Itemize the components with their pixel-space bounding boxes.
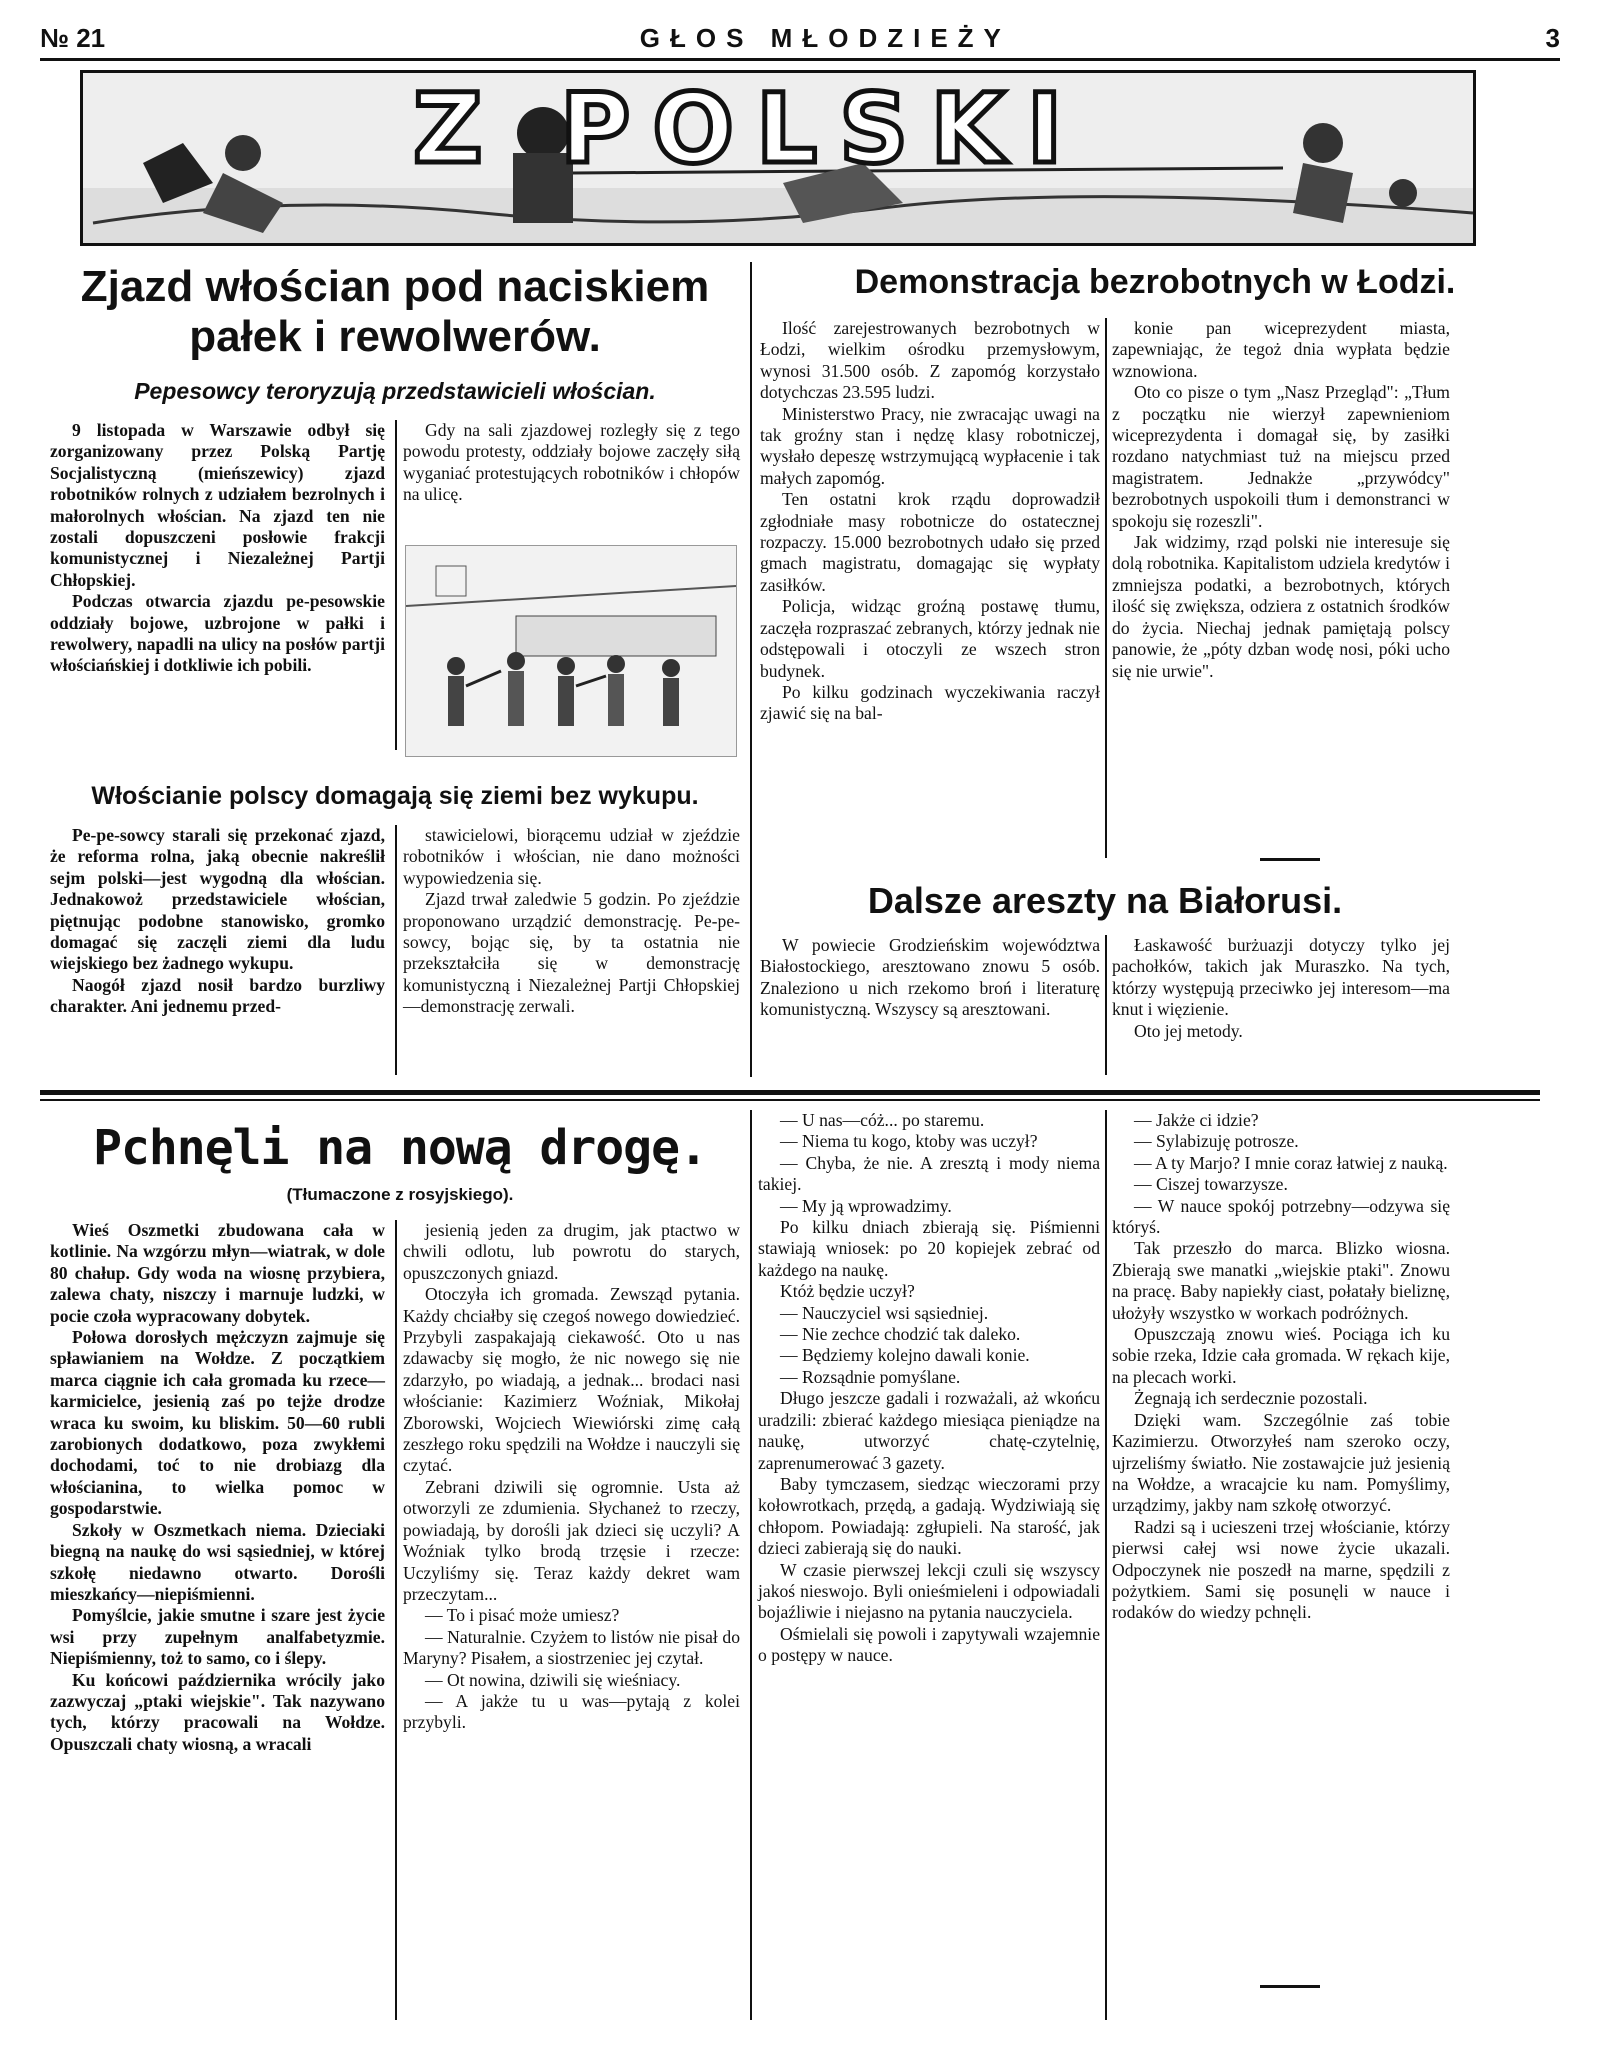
paragraph: Połowa dorosłych mężczyzn zajmuje się spławianiem na Wołdze. Z początkiem marca ciągnie ich cała gromada ku rzece—karmicielce, jesienią zaś po tejże drodze wraca ku swoim, ku bliskim. 50—60 rubli zarobionych dodatkowo, poza zwykłemi dochodami, toć to nie drobiazg dla włościanina, to wielka pomoc w gospodarstwie. — [50, 1327, 385, 1519]
paragraph: Któż będzie uczył? — [780, 1281, 915, 1302]
column-divider — [395, 420, 397, 750]
newspaper-title: GŁOS MŁODZIEŻY — [639, 23, 1011, 53]
paragraph: Szkoły w Oszmetkach niema. Dzieciaki biegną na naukę do wsi sąsiedniej, w której szkołę niedawno otwarto. Dorośli mieszkańcy—niepiśmienni. — [50, 1519, 385, 1604]
section-banner-illustration — [80, 70, 1476, 246]
paragraph: — Naturalnie. Czyżem to listów nie pisał do Maryny? Pisałem, a siostrzeniec jej czytał. — [403, 1626, 740, 1669]
paragraph: Długo jeszcze gadali i rozważali, aż wkońcu uradzili: zbierać każdego miesiąca pieniądze na naukę, utworzyć chatę-czytelnię, zaprenumerować 3 gazety. — [758, 1388, 1100, 1473]
demonstration-illustration — [405, 545, 737, 757]
article2-column-right — [1112, 318, 1450, 682]
page-header — [40, 18, 1560, 61]
paragraph: — Nauczyciel wsi sąsiedniej. — [780, 1302, 989, 1323]
article1-column2-left — [50, 825, 385, 1018]
paragraph: Zjazd trwał zaledwie 5 godzin. Po zjeździe proponowano urządzić demonstrację. Pe-pe-sowcy, bojąc się, by ta ostatnia nie przekształciła się w demonstrację komunistyczną i Niezależnej Partji Chłopskiej—demonstrację zerwali. — [403, 889, 740, 1017]
section-divider — [750, 262, 752, 1077]
paragraph: Otoczyła ich gromada. Zewsząd pytania. Każdy chciałby się czegoś nowego dowiedzieć. Przybyli zaspakajają ciekawość. Oto u nas zdawacby się mogło, że nic nowego się nie zdarzyło, po wiadają, a jednak... brodaci nasi włościanie: Kazimierz Woźniak, Mikołaj Zborowski, Wojciech Wiewiórski zimę całą zeszłego roku spędzili na Wołdze i nauczyli się czytać. — [403, 1284, 740, 1476]
paragraph: Po kilku godzinach wyczekiwania raczył zjawić się na bal- — [760, 681, 1100, 724]
page-number-right: 3 — [1545, 23, 1560, 53]
paragraph: Tak przeszło do marca. Blizko wiosna. Zbierają swe manatki „wiejskie ptaki". Znowu na pracę. Baby napiekły ciast, połatały bieliznę, ułożyły wszystko w workach podróżnych. — [1112, 1238, 1450, 1323]
paragraph: Łaskawość burżuazji dotyczy tylko jej pachołków, takich jak Muraszko. Na tych, którzy występują przeciwko jej interesom—ma knut i więzienie. — [1112, 935, 1450, 1020]
paragraph: Policja, widząc groźną postawę tłumu, zaczęła rozpraszać zebranych, którzy jednak nie odstępowali i otoczyli ze wszech stron budynek. — [760, 596, 1100, 681]
paragraph: Ku końcowi października wrócily jako zazwyczaj „ptaki wiejskie". Tak nazywano tych, którzy pracowali na Wołdze. Opuszczali chaty wiosną, a wracali — [50, 1669, 385, 1754]
column-divider — [395, 825, 397, 1075]
paragraph: — Nie zechce chodzić tak daleko. — [780, 1324, 1021, 1345]
paragraph: Oto jej metody. — [1134, 1020, 1243, 1041]
paragraph: — Ciszej towarzysze. — [1134, 1174, 1288, 1195]
section-separator — [40, 1090, 1540, 1095]
paragraph: Radzi są i ucieszeni trzej włościanie, którzy pierwsi całej wsi nowe życie ukazali. Odpoczynek nie poszedł na marne, spędzili z pożytkiem. Sami się posunęli w nauce i rodaków do wiedzy pchnęli. — [1112, 1516, 1450, 1623]
paragraph: jesienią jeden za drugim, jak ptactwo w chwili odlotu, lub powrotu do starych, opuszczonych gniazd. — [403, 1220, 740, 1283]
page-number-left: № 21 — [40, 23, 106, 53]
paragraph: Jak widzimy, rząd polski nie interesuje się dolą robotnika. Kapitalistom udziela kredytów i zmniejsza podatki, a bezrobotnych, których ilość się zwiększa, odziera z ostatnich środków do życia. Niechaj jednak pamiętają polscy panowie, że „póty dzban wodę nosi, póki ucho się nie urwie". — [1112, 532, 1450, 681]
article3-column-left — [760, 935, 1100, 1021]
article1-subtitle: Pepesowcy teroryzują przedstawicieli włościan. — [134, 378, 656, 404]
paragraph: Ilość zarejestrowanych bezrobotnych w Łodzi, wielkim ośrodku przemysłowym, wynosi 31.500 osób. Z zapomóg korzystało dotychczas 23.595 ludzi. — [760, 318, 1100, 403]
crowd-drawing — [406, 546, 736, 756]
section-separator-thin — [40, 1099, 1540, 1101]
article1-column-right — [403, 420, 740, 506]
paragraph: Podczas otwarcia zjazdu pe-pesowskie oddziały bojowe, uzbrojone w pałki i rewolwery, napadli na ulicy na posłów partji włościańskiej i dotkliwie ich pobili. — [50, 591, 385, 676]
paragraph: — A ty Marjo? I mnie coraz łatwiej z nauką. — [1134, 1152, 1448, 1173]
article4-column2 — [403, 1220, 740, 1734]
article4-subtitle: (Tłumaczone z rosyjskiego). — [286, 1185, 514, 1204]
paragraph: Wieś Oszmetki zbudowana cała w kotlinie. Na wzgórzu młyn—wiatrak, w dole 80 chałup. Gdy woda na wiosnę przybiera, zalewa chaty, niszczy i marnuje ludzki, w pocie czoła wypracowany dobytek. — [50, 1220, 385, 1326]
paragraph: — U nas—cóż... po staremu. — [780, 1110, 985, 1130]
column-divider — [1105, 318, 1107, 858]
column-divider — [1105, 1110, 1107, 2020]
paragraph: Po kilku dniach zbierają się. Piśmienni stawiają wniosek: po 20 kopiejek zebrać od każdego na naukę. — [758, 1217, 1100, 1280]
paragraph: Pomyślcie, jakie smutne i szare jest życie wsi przy zupełnym analfabetyzmie. Niepiśmienny, toż to samo, co i ślepy. — [50, 1605, 385, 1669]
paragraph: W czasie pierwszej lekcji czuli się wszyscy jakoś nieswojo. Byli onieśmieleni i odpowiadali bojaźliwie i niejasno na pytania nauczyciela. — [758, 1559, 1100, 1623]
paragraph: Pe-pe-sowcy starali się przekonać zjazd, że reforma rolna, jaką obecnie nakreślił sejm polski—jest wygodną dla włościan. Jednakowoż przedstawiciele włościan, piętnując podobne stanowisko, gromko domagać się zaczęli ziemi dla ludu wiejskiego bez żadnego wykupu. — [50, 825, 385, 974]
article3-title: Dalsze aresztу na Białorusi. — [867, 880, 1343, 921]
paragraph: — Chyba, że nie. A zresztą i mody niema takiej. — [758, 1152, 1100, 1195]
end-mark — [1260, 858, 1320, 861]
paragraph: Baby tymczasem, siedząc wieczorami przy kołowrotkach, przędą, a gadają. Wydziwiają się chłopom. Powiadają: zgłupieli. Na starość, jak dzieci zabierają się do nauki. — [758, 1473, 1100, 1559]
article1-subheading: Włościanie polscy domagają się ziemi bez wykupu. — [91, 782, 699, 810]
column-divider — [395, 1220, 397, 2020]
paragraph: Żegnają ich serdecznie pozostali. — [1134, 1388, 1368, 1409]
paragraph: — Będziemy kolejno dawali konie. — [780, 1345, 1030, 1366]
paragraph: Ten ostatni krok rządu doprowadził zgłodniałe masy robotnicze do ostatecznej rozpaczy. 15.000 bezrobotnych udało się przed gmach magistratu, domagając się wypłaty zasiłków. — [760, 489, 1100, 595]
paragraph: Dzięki wam. Szczególnie zaś tobie Kazimierzu. Otworzyłeś nam szeroko oczy, ujrzeliśmy światło. Nie zostawajcie już jesienią na Wołdze, a wracajcie ku nam. Pomyślimy, urządzimy, jakby nam szkołę otworzyć. — [1112, 1409, 1450, 1516]
article1-title: Zjazd włościan pod naciskiem pałek i rewolwerów. — [80, 262, 710, 361]
paragraph: stawicielowi, biorącemu udział w zjeździe robotników i włościan, nie dano możności wypowiedzenia się. — [403, 825, 740, 888]
paragraph: — W nauce spokój potrzebny—odzywa się któryś. — [1112, 1195, 1450, 1238]
end-mark — [1260, 1985, 1320, 1988]
article2-title: Demonstracja bezrobotnych w Łodzi. — [854, 263, 1456, 301]
paragraph: — Jakże ci idzie? — [1134, 1110, 1259, 1130]
paragraph: Gdy na sali zjazdowej rozległy się z tego powodu protesty, oddziały bojowe zaczęły siłą wyganiać protestujących robotników i chłopów na ulicę. — [403, 420, 740, 505]
paragraph: Ministerstwo Pracy, nie zwracając uwagi na tak groźny stan i nędzę klasy robotniczej, wysłało depeszę wstrzymującą wypłacenie i tak małych zapomóg. — [760, 403, 1100, 488]
paragraph: Opuszczają znowu wieś. Pociąga ich ku sobie rzeka, Idzie cała gromada. W rękach kije, na plecach worki. — [1112, 1324, 1450, 1387]
paragraph: Ośmielali się powoli i zapytywali wzajemnie o postępy w nauce. — [758, 1623, 1100, 1666]
paragraph: 9 listopada w Warszawie odbył się zorganizowany przez Polską Partję Socjalistyczną (mieńszewicy) zjazd robotników rolnych z udziałem bezrolnych i małorolnych włościan. Na zjazd ten nie zostali dopuszczeni posłowie frakcji komunistycznej i Niezależnej Partji Chłopskiej. — [50, 420, 385, 590]
paragraph: Zebrani dziwili się ogromnie. Usta aż otworzyli ze zdumienia. Słychaneż to rzeczy, powiadają, by dorośli jak dzieci się uczyli? A Woźniak tylko brodą trzęsie i rzecze: Uczyliśmy się. Teraz każdy dekret wam przeczytam... — [403, 1476, 740, 1604]
column-divider — [750, 1110, 752, 2020]
paragraph: — A jakże tu u was—pytają z kolei przybyli. — [403, 1690, 740, 1733]
paragraph: — Ot nowina, dziwili się wieśniacy. — [425, 1669, 681, 1690]
article4-column3 — [758, 1110, 1100, 1667]
paragraph: konie pan wiceprezydent miasta, zapewniając, że tegoż dnia wypłata będzie wznowiona. — [1112, 318, 1450, 381]
paragraph: — Sylabizuję potrosze. — [1134, 1131, 1299, 1152]
paragraph: Naogół zjazd nosił bardzo burzliwy charakter. Ani jednemu przed- — [50, 974, 385, 1017]
banner-lettering: Z POLSKI — [413, 73, 1085, 185]
article1-column-left — [50, 420, 385, 677]
paragraph: — Niema tu kogo, ktoby was uczył? — [780, 1131, 1038, 1152]
paragraph: — My ją wprowadzimy. — [780, 1195, 952, 1216]
paragraph: Oto co pisze o tym „Nasz Przegląd": „Tłum z początku nie wierzył zapewnieniom wiceprezydenta i domagał się, by zasiłki rozdano natychmiast tuż na miejscu przed magistratem. Jednakże „przywódcy" bezrobotnych uspokoili tłum i demonstranci w spokoju się rozeszli". — [1112, 382, 1450, 531]
article4-title: Pchnęli na nową drogę. — [93, 1120, 707, 1176]
paragraph: — Rozsądnie pomyślane. — [780, 1366, 961, 1387]
paragraph: — To i pisać może umiesz? — [425, 1605, 620, 1626]
article3-column-right — [1112, 935, 1450, 1042]
article1-column2-right — [403, 825, 740, 1018]
paragraph: W powiecie Grodzieńskim województwa Białostockiego, aresztowano znowu 5 osób. Znaleziono u nich rzekomo broń i literaturę komunistyczną. Wszyscy są aresztowani. — [760, 935, 1100, 1020]
article4-column1 — [50, 1220, 385, 1755]
article2-column-left — [760, 318, 1100, 725]
article4-column4 — [1112, 1110, 1450, 1624]
column-divider — [1105, 935, 1107, 1075]
